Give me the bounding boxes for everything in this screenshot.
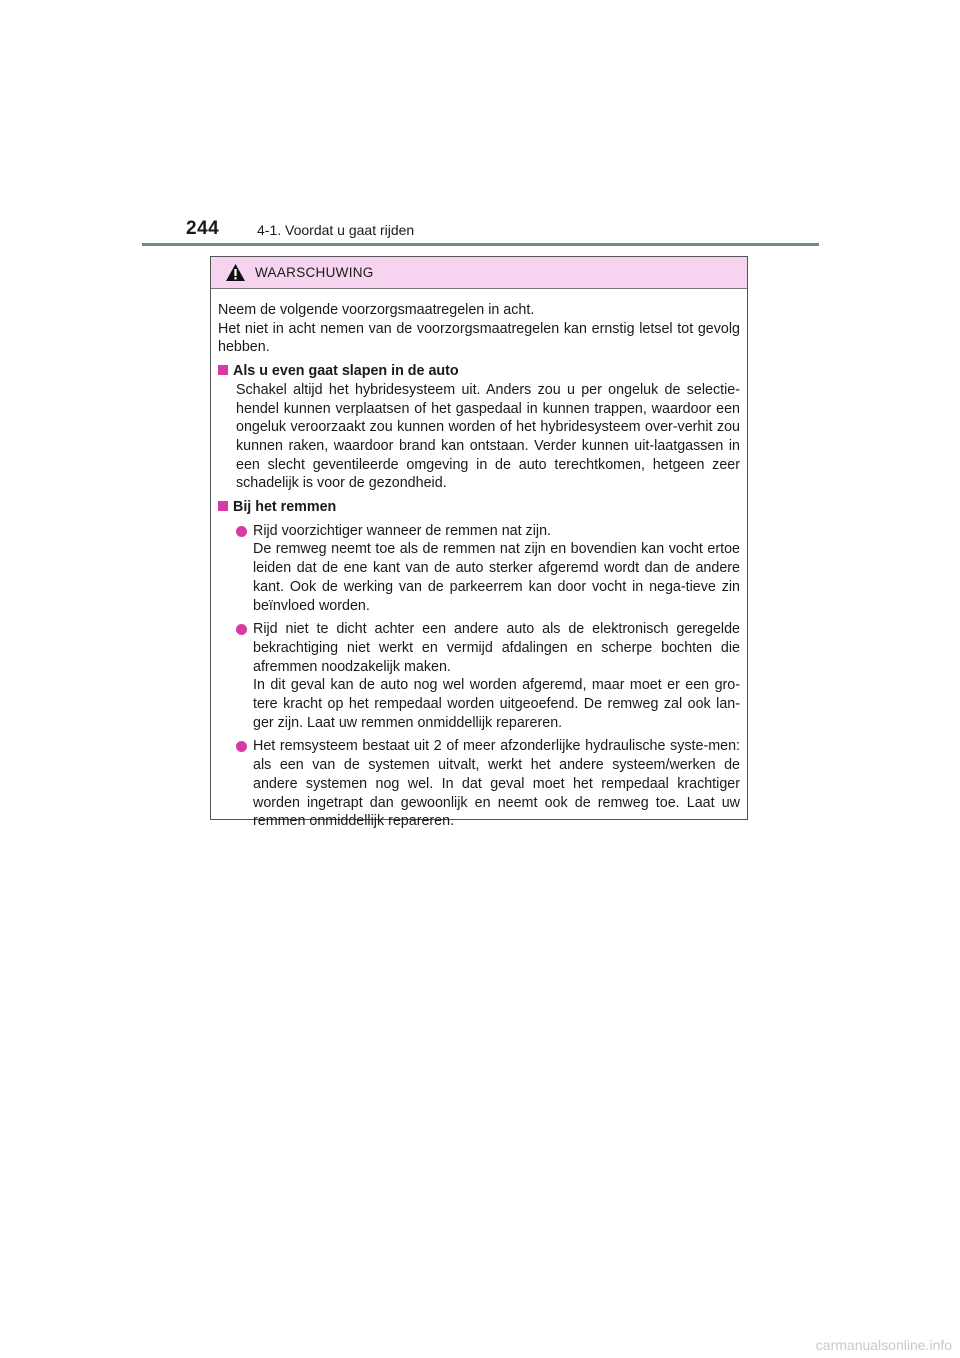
circle-bullet-icon — [236, 741, 247, 752]
circle-bullet-icon — [236, 624, 247, 635]
bullet-paragraph: De remweg neemt toe als de remmen nat zijn en bovendien kan vocht ertoe leiden dat de ene kant van de auto sterker afgeremd wordt dan de andere kant. Ook de werking van de parkeerrem kan door vocht in nega-tieve zin beïnvloed worden. — [253, 541, 740, 614]
page-number: 244 — [186, 218, 220, 239]
section-heading-text: Bij het remmen — [233, 499, 337, 516]
section-braking — [218, 498, 740, 831]
list-item — [236, 522, 740, 616]
list-item — [236, 620, 740, 732]
section-heading — [218, 498, 740, 517]
intro-line: Het niet in acht nemen van de voorzorgsmaatregelen kan ernstig letsel tot gevolg hebben. — [218, 320, 740, 356]
warning-title: WAARSCHUWING — [255, 265, 374, 280]
warning-header — [211, 257, 747, 289]
section-sleeping — [218, 362, 740, 493]
bullet-paragraph: Rijd voorzichtiger wanneer de remmen nat zijn. — [253, 522, 551, 539]
bullet-text — [253, 620, 740, 732]
bullet-text — [253, 737, 740, 831]
section-heading — [218, 362, 740, 381]
bullet-paragraph: In dit geval kan de auto nog wel worden afgeremd, maar moet er een gro-tere kracht op het rempedaal worden uitgeoefend. De remweg zal ook lan-ger zijn. Laat uw remmen onmiddellijk repareren. — [253, 677, 740, 731]
intro-line: Neem de volgende voorzorgsmaatregelen in acht. — [218, 302, 535, 318]
watermark: carmanualsonline.info — [815, 1337, 952, 1353]
bullet-paragraph: Rijd niet te dicht achter een andere auto als de elektronisch geregelde bekrachtiging niet werkt en vermijd afdalingen en scherpe bochten die afremmen noodzakelijk maken. — [253, 621, 740, 675]
header-rule — [142, 243, 819, 246]
section-heading-text: Als u even gaat slapen in de auto — [233, 363, 459, 380]
square-bullet-icon — [218, 501, 228, 511]
bullet-text — [253, 522, 740, 616]
warning-intro — [218, 301, 740, 357]
list-item — [236, 737, 740, 831]
square-bullet-icon — [218, 365, 228, 375]
circle-bullet-icon — [236, 526, 247, 537]
section-title: 4-1. Voordat u gaat rijden — [257, 222, 415, 238]
bullet-paragraph: Het remsysteem bestaat uit 2 of meer afzonderlijke hydraulische syste-men: als een van de systemen uitvalt, werkt het andere systeem/werken de andere systemen nog wel. In dat geval moet het rempedaal krachtiger worden ingetrapt dan gewoonlijk en neemt ook de remweg toe. Laat uw remmen onmiddellijk repareren. — [253, 738, 740, 830]
warning-box — [210, 256, 748, 830]
section-text: Schakel altijd het hybridesysteem uit. Anders zou u per ongeluk de selectie-hendel kunnen verplaatsen of het gaspedaal in kunnen trappen, waardoor een ongeluk veroorzaakt zou kunnen worden of het hybridesysteem over-verhit zou kunnen raken, waardoor brand kan ontstaan. Verder kunnen uit-laatgassen in een slecht geventileerde omgeving in de auto terechtkomen, hetgeen zeer schadelijk is voor de gezondheid. — [236, 381, 740, 492]
warning-body — [211, 289, 747, 831]
warning-triangle-icon — [225, 263, 246, 282]
